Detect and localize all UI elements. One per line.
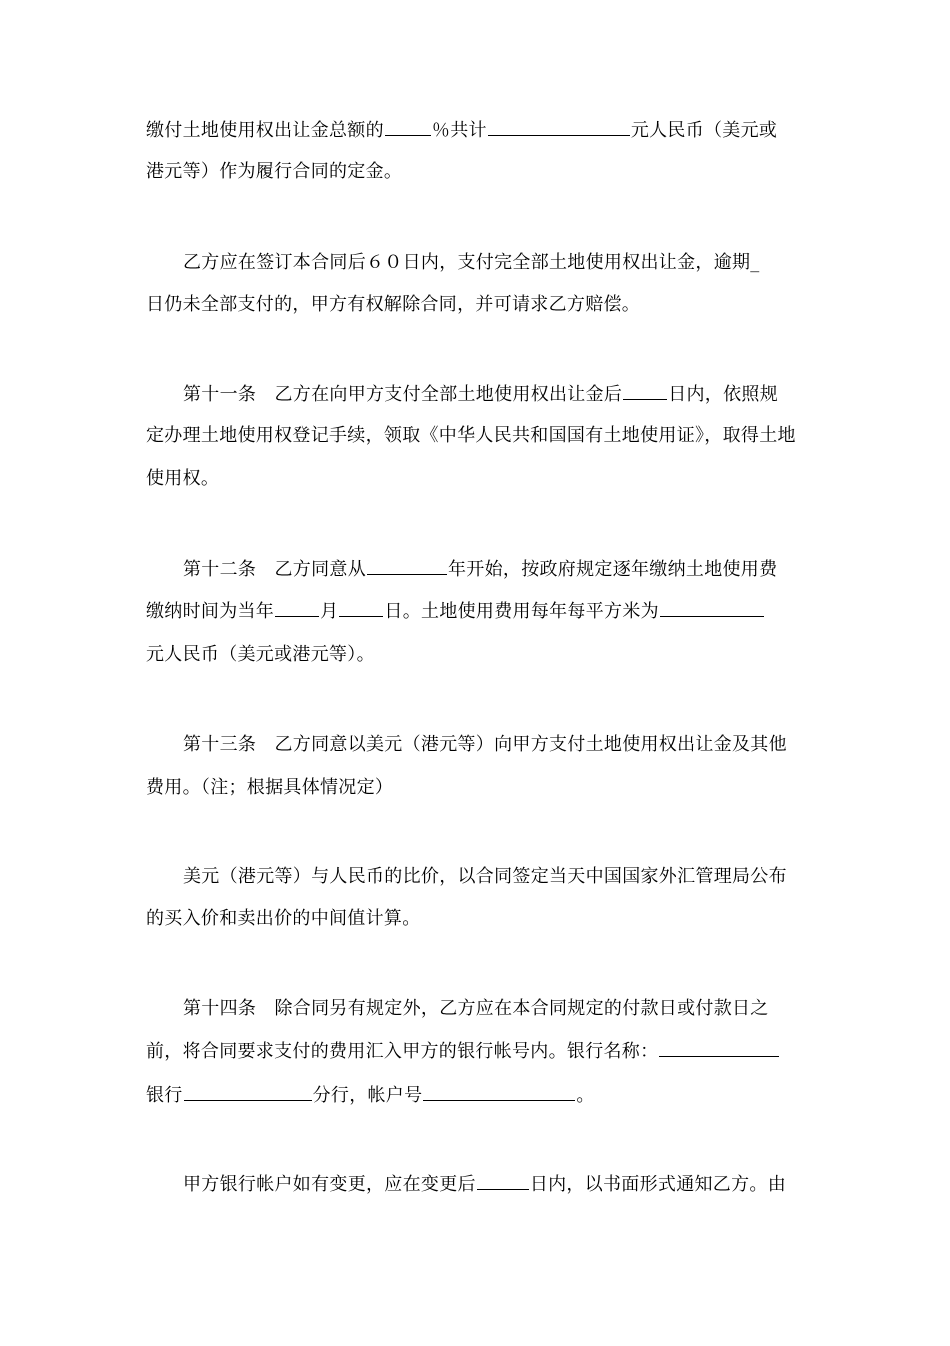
text-segment: 银行 [146, 1085, 183, 1106]
text-segment: 的买入价和卖出价的中间值计算。 [146, 908, 421, 929]
article-12-line [183, 557, 777, 582]
paragraph-line [183, 1172, 786, 1197]
blank-field [477, 1172, 529, 1190]
text-segment: 元人民币（美元或港元等）。 [146, 644, 375, 665]
text-segment: 第十二条 乙方同意从 [183, 559, 366, 580]
text-segment: 缴纳时间为当年 [146, 601, 275, 622]
blank-field [660, 599, 764, 617]
text-segment: 缴付土地使用权出让金总额的 [146, 120, 384, 141]
blank-field [184, 1083, 312, 1101]
blank-field [623, 382, 667, 400]
text-segment: 日内，以书面形式通知乙方。由 [529, 1174, 787, 1195]
text-segment: 费用。（注；根据具体情况定） [146, 777, 394, 798]
paragraph-line [146, 776, 393, 800]
text-segment: 美元（港元等）与人民币的比价，以合同签定当天中国国家外汇管理局公布 [183, 866, 787, 887]
text-segment: 第十三条 乙方同意以美元（港元等）向甲方支付土地使用权出让金及其他 [183, 734, 787, 755]
text-segment: 日内，依照规 [668, 384, 779, 405]
text-segment: 甲方银行帐户如有变更，应在变更后 [183, 1174, 476, 1195]
blank-field [423, 1083, 575, 1101]
text-segment: 港元等）作为履行合同的定金。 [146, 161, 403, 182]
paragraph-line [146, 424, 796, 448]
paragraph-line [183, 251, 760, 275]
text-segment: 元人民币（美元或 [630, 120, 778, 141]
text-segment: 日仍未全部支付的，甲方有权解除合同，并可请求乙方赔偿。 [146, 294, 641, 315]
text-segment: 前，将合同要求支付的费用汇入甲方的银行帐号内。银行名称： [146, 1041, 659, 1062]
blank-field [385, 118, 431, 136]
blank-field [659, 1039, 779, 1057]
text-segment: 定办理土地使用权登记手续，领取《中华人民共和国国有土地使用证》，取得土地 [146, 425, 796, 446]
text-segment: 月 [320, 601, 339, 622]
article-14-line [183, 997, 769, 1021]
article-11-line [183, 382, 778, 407]
paragraph-line [146, 118, 777, 143]
paragraph-line [183, 865, 787, 889]
text-segment: 使用权。 [146, 468, 220, 489]
paragraph-line [146, 160, 402, 184]
blank-field [367, 557, 447, 575]
paragraph-line [146, 293, 640, 317]
text-segment: 第十一条 乙方在向甲方支付全部土地使用权出让金后 [183, 384, 623, 405]
text-segment: 分行，帐户号 [312, 1085, 423, 1106]
text-segment: 。 [576, 1085, 595, 1106]
text-segment: 日。土地使用费用每年每平方米为 [384, 601, 659, 622]
paragraph-line [146, 599, 765, 624]
text-segment: 第十四条 除合同另有规定外，乙方应在本合同规定的付款日或付款日之 [183, 998, 769, 1019]
blank-field [488, 118, 630, 136]
paragraph-line [146, 907, 421, 931]
paragraph-line [146, 1039, 780, 1064]
text-segment: ％共计 [431, 120, 487, 141]
paragraph-line [146, 467, 219, 491]
text-segment: 年开始，按政府规定逐年缴纳土地使用费 [448, 559, 778, 580]
paragraph-line [146, 643, 375, 667]
blank-field [339, 599, 383, 617]
text-segment: 乙方应在签订本合同后６０日内，支付完全部土地使用权出让金，逾期_ [183, 252, 760, 273]
article-13-line [183, 733, 787, 757]
paragraph-line [146, 1083, 595, 1108]
blank-field [275, 599, 319, 617]
